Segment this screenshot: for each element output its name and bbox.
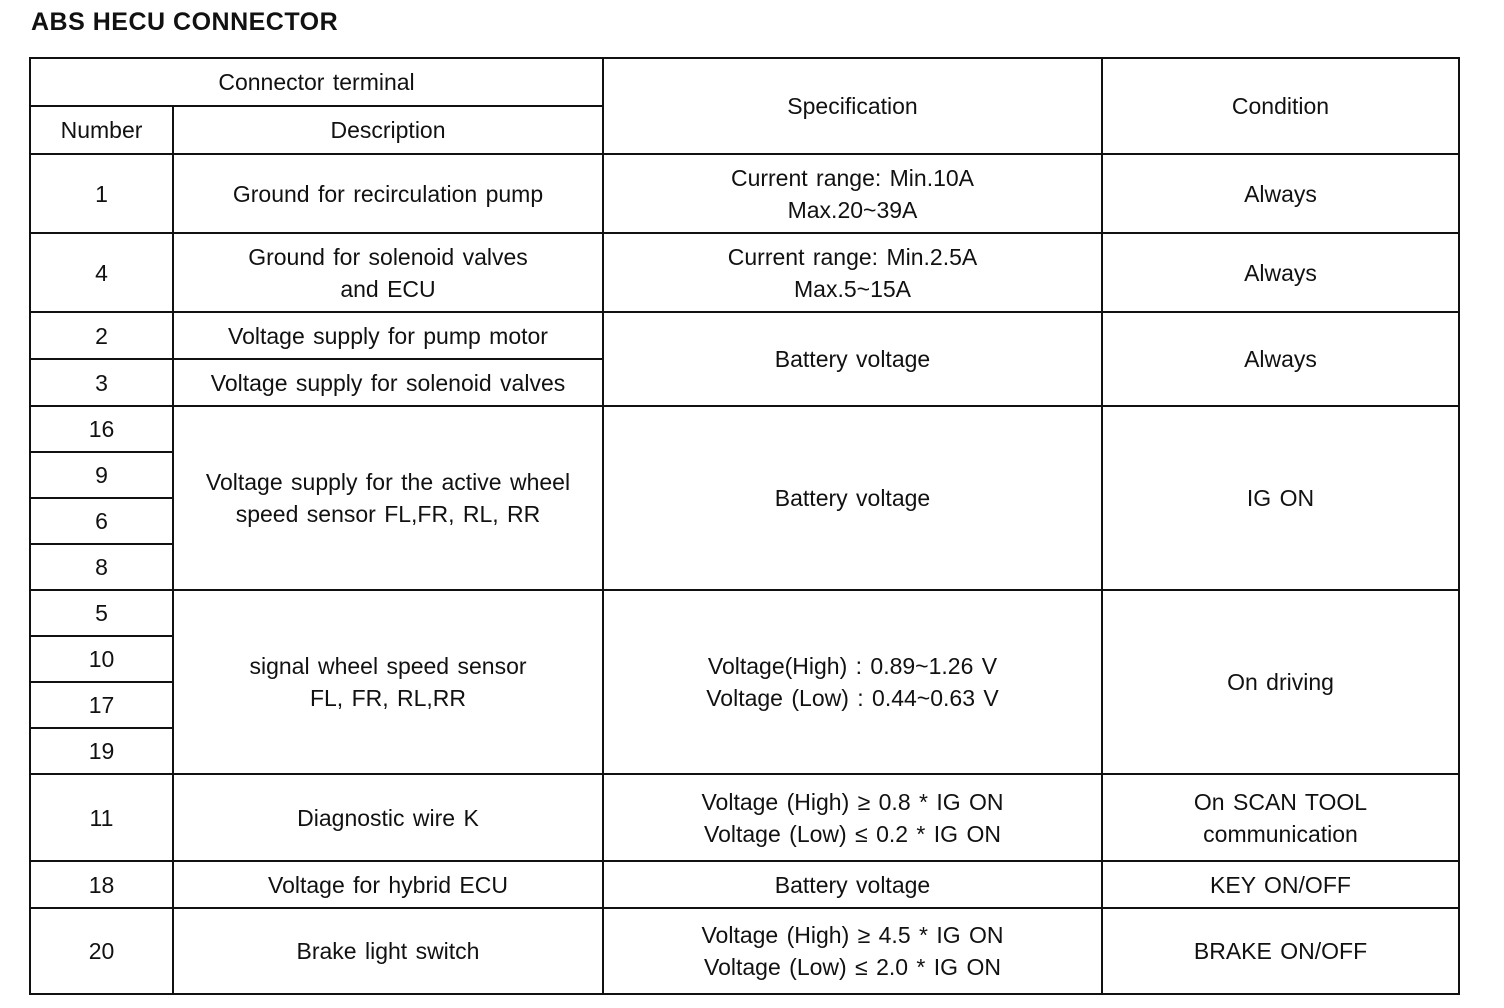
condition-text: communication	[1203, 820, 1358, 847]
page-title: ABS HECU CONNECTOR	[31, 8, 339, 36]
connector-terminal-header: Connector terminal	[30, 58, 603, 106]
table-row	[30, 774, 1459, 861]
terminal-number: 10	[30, 636, 173, 682]
specification-text: Max.20~39A	[787, 196, 918, 223]
condition-header: Condition	[1102, 58, 1459, 154]
terminal-number: 11	[30, 774, 173, 861]
terminal-number: 6	[30, 498, 173, 544]
terminal-number: 5	[30, 590, 173, 636]
specification-text: Current range: Min.2.5A	[727, 243, 978, 270]
description-text: and ECU	[340, 275, 436, 302]
terminal-number: 1	[30, 154, 173, 233]
specification-text: Voltage (High) ≥ 4.5 * IG ON	[701, 922, 1004, 948]
description-cell	[173, 861, 603, 908]
specification-cell	[603, 233, 1102, 312]
table-row	[30, 908, 1459, 994]
specification-header: Specification	[603, 58, 1102, 154]
condition-text: Always	[1244, 180, 1317, 207]
description-cell	[173, 590, 603, 774]
specification-text: Voltage (Low) ≤ 0.2 * IG ON	[704, 820, 1001, 847]
terminal-number: 20	[30, 908, 173, 994]
description-text: Ground for recirculation pump	[232, 180, 544, 207]
condition-cell	[1102, 590, 1459, 774]
header-row	[30, 58, 1459, 106]
specification-text: Voltage (Low) : 0.44~0.63 V	[706, 685, 999, 711]
specification-text: Max.5~15A	[794, 275, 911, 302]
specification-cell	[603, 861, 1102, 908]
terminal-number: 2	[30, 312, 173, 359]
specification-cell	[603, 312, 1102, 406]
specification-text: Battery voltage	[774, 346, 931, 372]
terminal-number: 19	[30, 728, 173, 774]
description-cell: Voltage supply for solenoid valves	[173, 359, 603, 406]
specification-text: Voltage(High) : 0.89~1.26 V	[707, 653, 998, 679]
specification-text: Voltage (High) ≥ 0.8 * IG ON	[701, 788, 1004, 815]
specification-text: Current range: Min.10A	[730, 164, 975, 191]
description-text: Diagnostic wire K	[297, 804, 479, 831]
connector-table	[29, 57, 1460, 995]
terminal-number: 9	[30, 452, 173, 498]
condition-text: Always	[1244, 259, 1317, 286]
condition-cell	[1102, 233, 1459, 312]
table-row	[30, 590, 1459, 636]
condition-text: BRAKE ON/OFF	[1193, 938, 1368, 964]
condition-cell	[1102, 154, 1459, 233]
terminal-number: 18	[30, 861, 173, 908]
description-text: FL, FR, RL,RR	[309, 685, 467, 711]
specification-cell	[603, 908, 1102, 994]
description-cell	[173, 908, 603, 994]
specification-cell	[603, 774, 1102, 861]
description-text: Ground for solenoid valves	[248, 243, 528, 270]
description-text: signal wheel speed sensor	[249, 653, 527, 679]
description-text: Brake light switch	[296, 938, 480, 964]
condition-cell	[1102, 312, 1459, 406]
description-text: Voltage supply for the active wheel	[205, 469, 571, 495]
condition-text: On driving	[1227, 669, 1334, 695]
specification-cell	[603, 154, 1102, 233]
condition-text: On SCAN TOOL	[1193, 788, 1368, 815]
terminal-number: 16	[30, 406, 173, 452]
description-cell	[173, 774, 603, 861]
terminal-number: 3	[30, 359, 173, 406]
condition-cell	[1102, 908, 1459, 994]
terminal-number: 4	[30, 233, 173, 312]
specification-cell	[603, 406, 1102, 590]
description-text: speed sensor FL,FR, RL, RR	[235, 501, 541, 527]
table-row	[30, 312, 1459, 359]
condition-cell	[1102, 406, 1459, 590]
number-header: Number	[30, 106, 173, 154]
specification-text: Battery voltage	[774, 871, 931, 898]
condition-cell	[1102, 774, 1459, 861]
specification-cell	[603, 590, 1102, 774]
table-row	[30, 406, 1459, 452]
terminal-number: 8	[30, 544, 173, 590]
description-cell	[173, 233, 603, 312]
description-header: Description	[173, 106, 603, 154]
specification-text: Battery voltage	[774, 485, 931, 511]
condition-text: Always	[1244, 346, 1317, 372]
condition-text: KEY ON/OFF	[1210, 871, 1351, 898]
condition-text: IG ON	[1246, 485, 1315, 511]
description-cell	[173, 154, 603, 233]
table-row	[30, 861, 1459, 908]
table-row	[30, 233, 1459, 312]
description-text: Voltage for hybrid ECU	[268, 871, 508, 898]
description-cell	[173, 406, 603, 590]
table-row	[30, 154, 1459, 233]
description-cell: Voltage supply for pump motor	[173, 312, 603, 359]
specification-text: Voltage (Low) ≤ 2.0 * IG ON	[704, 954, 1001, 980]
condition-cell	[1102, 861, 1459, 908]
terminal-number: 17	[30, 682, 173, 728]
